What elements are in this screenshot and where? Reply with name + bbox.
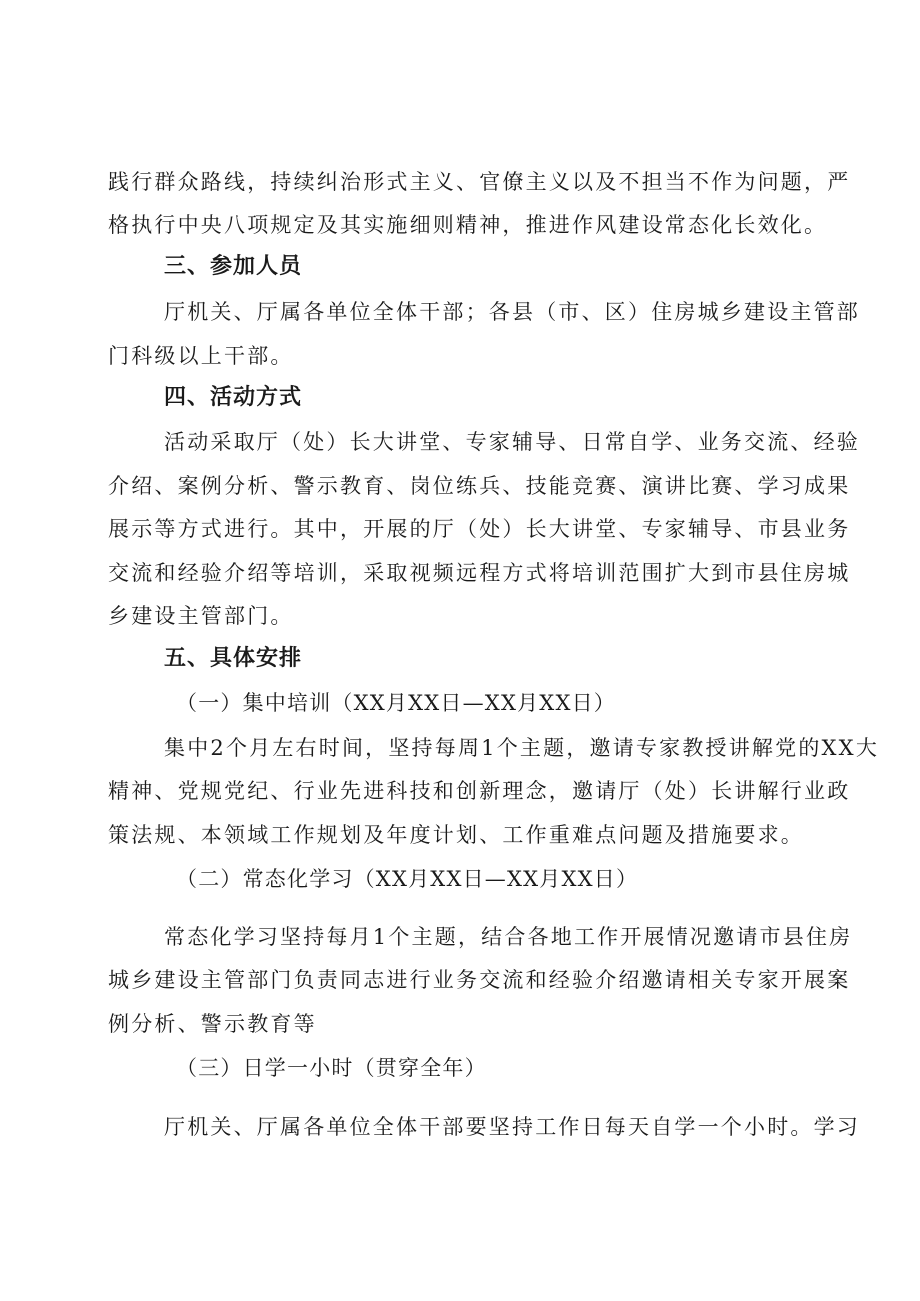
paragraph-line: 厅机关、厅属各单位全体干部；各县（市、区）住房城乡建设主管部 — [164, 300, 860, 324]
section-heading-schedule: 五、具体安排 — [164, 646, 303, 671]
paragraph-line: 门科级以上干部。 — [108, 344, 294, 368]
paragraph-line: 展示等方式进行。其中，开展的厅（处）长大讲堂、专家辅导、市县业务 — [108, 517, 851, 541]
paragraph-line: 交流和经验介绍等培训，采取视频远程方式将培训范围扩大到市县住房城 — [108, 561, 851, 585]
subsection-heading: （二）常态化学习（XX月XX日—XX月XX日） — [176, 867, 639, 891]
section-heading-activity-method: 四、活动方式 — [164, 385, 303, 410]
paragraph-line: 策法规、本领域工作规划及年度计划、工作重难点问题及措施要求。 — [108, 823, 804, 847]
subsection-heading: （三）日学一小时（贯穿全年） — [176, 1056, 487, 1080]
subsection-heading: （一）集中培训（XX月XX日—XX月XX日） — [176, 691, 617, 715]
paragraph-line: 践行群众路线，持续纠治形式主义、官僚主义以及不担当不作为问题，严 — [108, 170, 851, 194]
paragraph-line: 格执行中央八项规定及其实施细则精神，推进作风建设常态化长效化。 — [108, 213, 828, 237]
paragraph-line: 厅机关、厅属各单位全体干部要坚持工作日每天自学一个小时。学习 — [164, 1115, 860, 1139]
section-heading-participants: 三、参加人员 — [164, 254, 303, 279]
paragraph-line: 常态化学习坚持每月1个主题，结合各地工作开展情况邀请市县住房 — [164, 925, 853, 949]
paragraph-line: 精神、党规党纪、行业先进科技和创新理念，邀请厅（处）长讲解行业政 — [108, 779, 851, 803]
paragraph-line: 活动采取厅（处）长大讲堂、专家辅导、日常自学、业务交流、经验 — [164, 430, 860, 454]
paragraph-line: 集中2个月左右时间，坚持每周1个主题，邀请专家教授讲解党的XX大 — [164, 736, 880, 760]
paragraph-line: 乡建设主管部门。 — [108, 604, 294, 628]
paragraph-line: 介绍、案例分析、警示教育、岗位练兵、技能竞赛、演讲比赛、学习成果 — [108, 474, 851, 498]
paragraph-line: 城乡建设主管部门负责同志进行业务交流和经验介绍邀请相关专家开展案 — [108, 968, 851, 992]
paragraph-line: 例分析、警示教育等 — [108, 1012, 317, 1036]
